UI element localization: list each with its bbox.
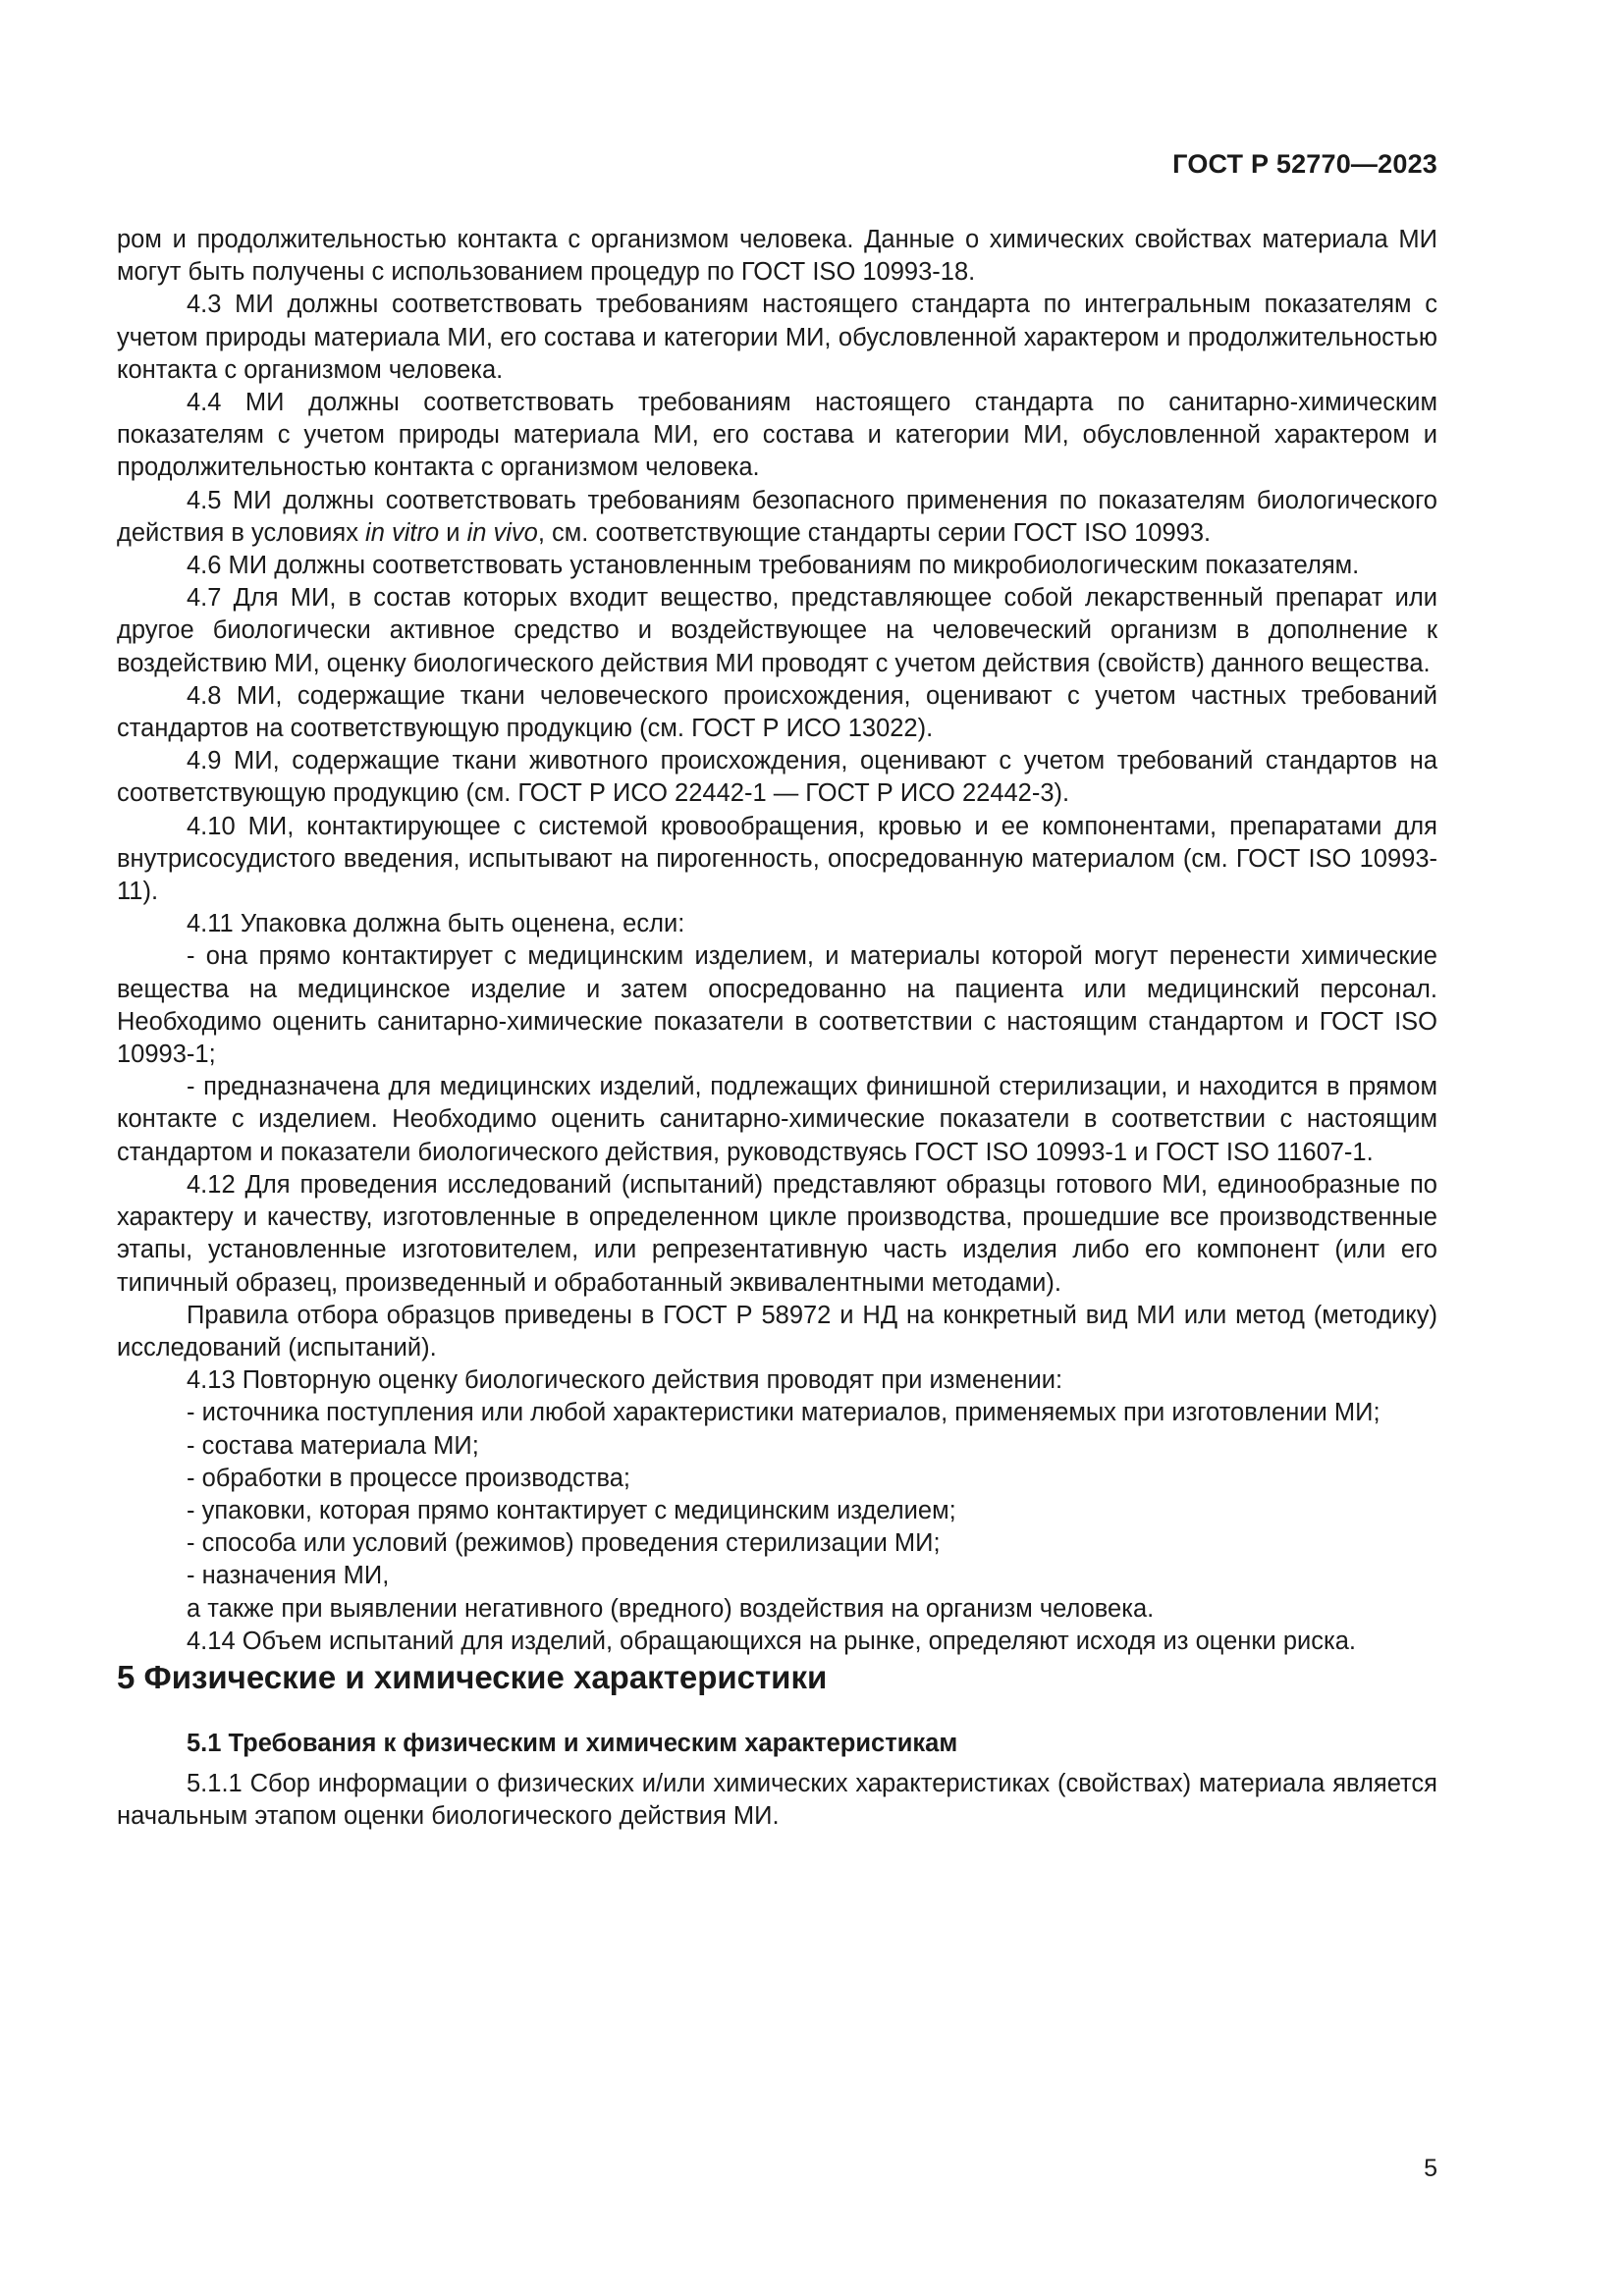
paragraph-4-4: 4.4 МИ должны соответствовать требованиям настоящего стандарта по санитарно-химическим показателям с учетом природы материала МИ, его состава и категории МИ, обусловленной характером и продолжительностью контакта с организмом человека. (117, 389, 1437, 482)
paragraph-4-3: 4.3 МИ должны соответствовать требованиям настоящего стандарта по интегральным показателям с учетом природы материала МИ, его состава и категории МИ, обусловленной характером и продолжительностью контакта с организмом человека. (117, 291, 1437, 384)
paragraph-4-9: 4.9 МИ, содержащие ткани животного происхождения, оценивают с учетом требований стандартов на соответствующую продукцию (см. ГОСТ Р ИСО 22442-1 — ГОСТ Р ИСО 22442-3). (117, 747, 1437, 808)
list-item: - способа или условий (режимов) проведения стерилизации МИ; (187, 1529, 941, 1558)
document-body (117, 224, 1437, 1834)
in-vivo-term: in vivo (466, 518, 538, 547)
paragraph-4-7: 4.7 Для МИ, в состав которых входит вещество, представляющее собой лекарственный препарат или другое биологически активное средство и воздействующее на человеческий организм в дополнение к воздействию МИ, оценку биологического действия МИ проводят с учетом действия (свойств) данного вещества. (117, 584, 1437, 677)
list-item: - она прямо контактирует с медицинским изделием, и материалы которой могут перенести химические вещества на медицинское изделие и затем опосредованно на пациента или медицинский персонал. Необходимо оценить санитарно-химические показатели в соответствии с настоящим стандартом и ГОСТ ISO 10993-1; (117, 942, 1437, 1069)
list-item: - источника поступления или любой характеристики материалов, применяемых при изготовлении МИ; (187, 1399, 1380, 1427)
paragraph-4-11: 4.11 Упаковка должна быть оценена, если: (187, 910, 685, 938)
list-item: - упаковки, которая прямо контактирует с медицинским изделием; (187, 1496, 956, 1524)
list-item: - предназначена для медицинских изделий, подлежащих финишной стерилизации, и находится в прямом контакте с изделием. Необходимо оценить санитарно-химические показатели в соответствии с настоящим стандартом и показатели биологического действия, руководствуясь ГОСТ ISO 10993-1 и ГОСТ ISO 11607-1. (117, 1073, 1437, 1166)
paragraph-4-10: 4.10 МИ, контактирующее с системой кровообращения, кровью и ее компонентами, препаратами для внутрисосудистого введения, испытывают на пирогенность, опосредованную материалом (см. ГОСТ ISO 10993-11). (117, 812, 1437, 906)
paragraph-4-6: 4.6 МИ должны соответствовать установленным требованиям по микробиологическим показателям. (187, 552, 1360, 580)
paragraph-4-14: 4.14 Объем испытаний для изделий, обращающихся на рынке, определяют исходя из оценки риска. (187, 1627, 1356, 1655)
standard-code-header: ГОСТ Р 52770—2023 (1172, 149, 1437, 179)
list-item: - назначения МИ, (187, 1562, 390, 1590)
subsection-5-1-heading: 5.1 Требования к физическим и химическим характеристикам (187, 1729, 958, 1757)
paragraph-4-13: 4.13 Повторную оценку биологического действия проводят при изменении: (187, 1366, 1063, 1395)
in-vitro-term: in vitro (365, 518, 440, 547)
paragraph-5-1-1: 5.1.1 Сбор информации о физических и/или химических характеристиках (свойствах) материала является начальным этапом оценки биологического действия МИ. (117, 1770, 1437, 1831)
section-5-heading: 5 Физические и химические характеристики (117, 1658, 828, 1695)
paragraph-4-5-text-a: 4.5 МИ должны соответствовать требованиям безопасного применения по показателям биологического действия в условиях (117, 486, 1437, 547)
paragraph-continuation: ром и продолжительностью контакта с организмом человека. Данные о химических свойствах материала МИ могут быть получены с использованием процедур по ГОСТ ISO 10993-18. (117, 226, 1437, 287)
paragraph-4-5-and: и (439, 518, 467, 547)
paragraph-4-12-sampling: Правила отбора образцов приведены в ГОСТ Р 58972 и НД на конкретный вид МИ или метод (методику) исследований (испытаний). (117, 1301, 1437, 1362)
list-item: - обработки в процессе производства; (187, 1464, 631, 1492)
paragraph-4-5-text-b: , см. соответствующие стандарты серии ГОСТ ISO 10993. (537, 518, 1212, 547)
page-number: 5 (1424, 2155, 1437, 2182)
paragraph-4-12: 4.12 Для проведения исследований (испытаний) представляют образцы готового МИ, единообразные по характеру и качеству, изготовленные в определенном цикле производства, прошедшие все производственные этапы, установленные изготовителем, или репрезентативную часть изделия либо его компонент (или его типичный образец, произведенный и обработанный эквивалентными методами). (117, 1170, 1437, 1297)
paragraph-4-8: 4.8 МИ, содержащие ткани человеческого происхождения, оценивают с учетом частных требований стандартов на соответствующую продукцию (см. ГОСТ Р ИСО 13022). (117, 681, 1437, 743)
paragraph-4-13-tail: а также при выявлении негативного (вредного) воздействия на организм человека. (187, 1594, 1155, 1623)
list-item: - состава материала МИ; (187, 1431, 479, 1460)
paragraph-4-5 (117, 485, 1437, 550)
